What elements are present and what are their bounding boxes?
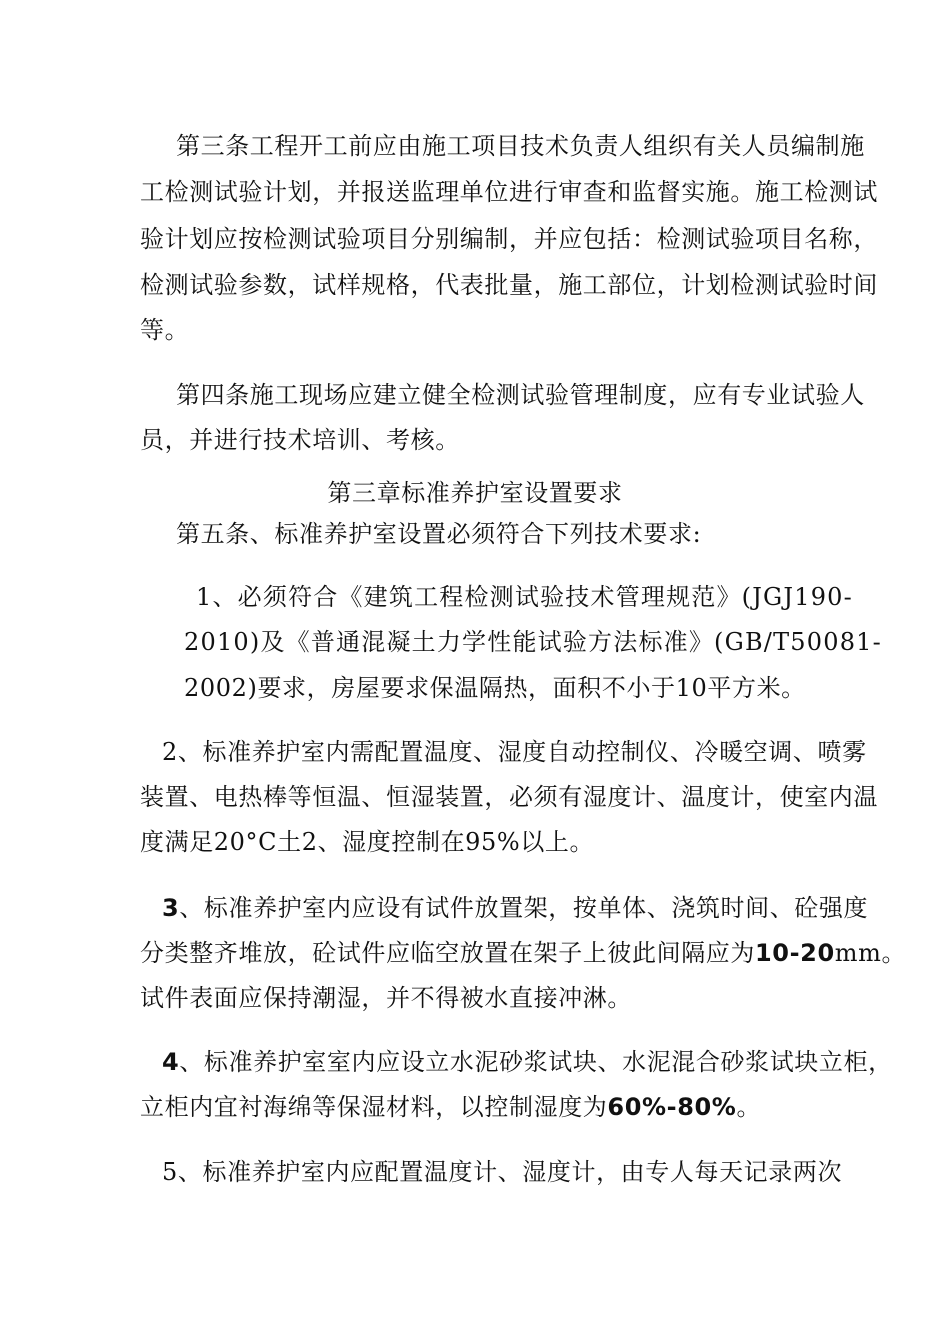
item-4-humidity-value: 60%-80% [607,1093,737,1121]
item-3-number: 3 [162,894,180,922]
item-3-line-1 [162,893,868,923]
item-1-line-2: 2010)及《普通混凝土力学性能试验方法标准》(GB/T50081- [184,628,882,656]
item-4-line-2-text: 立柜内宜衬海绵等保湿材料，以控制湿度为 [140,1093,608,1121]
item-1-line-3: 2002)要求，房屋要求保温隔热，面积不小于10平方米。 [184,674,806,702]
item-4-line-2 [140,1092,761,1122]
item-2-line-2: 装置、电热棒等恒温、恒湿装置，必须有湿度计、温度计，使室内温 [140,783,878,811]
item-3-line-2-text: 分类整齐堆放，砼试件应临空放置在架子上彼此间隔应为 [140,939,755,967]
article-5-intro: 第五条、标准养护室设置必须符合下列技术要求: [176,520,702,548]
article-4-line-1: 第四条施工现场应建立健全检测试验管理制度，应有专业试验人 [176,381,865,409]
item-3-line-2 [140,938,906,968]
item-4-line-1 [162,1047,893,1077]
item-3-spacing-value: 10-20 [755,939,835,967]
item-2-line-1: 2、标准养护室内需配置温度、湿度自动控制仪、冷暖空调、喷雾 [162,738,867,766]
item-4-number: 4 [162,1048,180,1076]
article-3-line-2: 工检测试验计划，并报送监理单位进行审查和监督实施。施工检测试 [140,178,878,206]
item-3-spacing-unit: mm。 [834,939,907,967]
item-3-line-1-text: 、标准养护室内应设有试件放置架，按单体、浇筑时间、砼强度 [179,894,869,922]
article-3-line-1: 第三条工程开工前应由施工项目技术负责人组织有关人员编制施 [176,132,865,160]
item-3-line-3: 试件表面应保持潮湿，并不得被水直接冲淋。 [140,984,632,1012]
chapter-3-heading: 第三章标准养护室设置要求 [327,479,623,507]
item-4-line-1-text: 、标准养护室室内应设立水泥砂浆试块、水泥混合砂浆试块立柜， [179,1048,893,1076]
article-4-line-2: 员，并进行技术培训、考核。 [140,426,460,454]
item-5-line-1: 5、标准养护室内应配置温度计、湿度计，由专人每天记录两次 [162,1158,843,1186]
item-4-line-2-end: 。 [736,1093,762,1121]
article-3-line-4: 检测试验参数，试样规格，代表批量，施工部位，计划检测试验时间 [140,271,878,299]
article-3-line-5: 等。 [140,316,190,344]
item-1-line-1: 1、必须符合《建筑工程检测试验技术管理规范》(JGJ190- [196,583,853,611]
item-2-line-3: 度满足20°C土2、湿度控制在95%以上。 [140,828,595,856]
article-3-line-3: 验计划应按检测试验项目分别编制，并应包括：检测试验项目名称， [140,225,878,253]
